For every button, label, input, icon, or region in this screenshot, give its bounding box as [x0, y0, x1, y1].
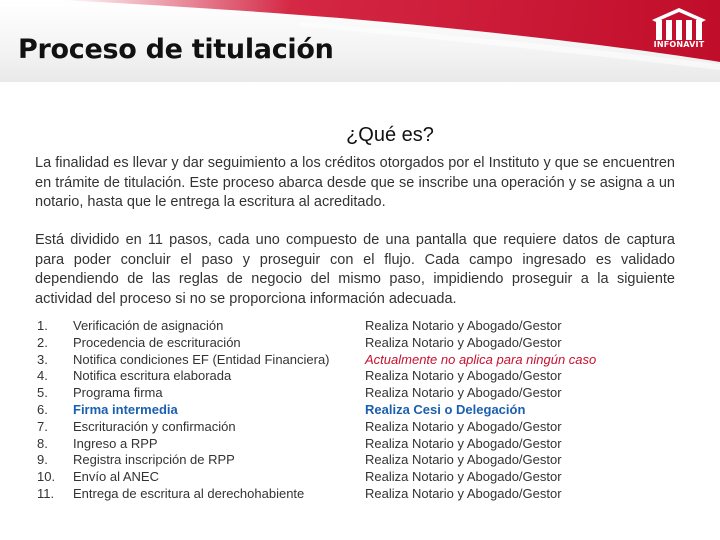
step-actor: Realiza Notario y Abogado/Gestor: [365, 368, 562, 384]
list-item: [37, 352, 677, 369]
step-name: Entrega de escritura al derechohabiente: [73, 485, 305, 501]
step-number: 7.: [37, 418, 48, 434]
section-subtitle: ¿Qué es?: [346, 124, 434, 146]
step-name: Registra inscripción de RPP: [73, 452, 235, 468]
step-number: 3.: [37, 351, 48, 367]
step-name: Notifica escritura elaborada: [73, 368, 232, 384]
step-actor: Realiza Notario y Abogado/Gestor: [365, 485, 562, 501]
step-actor: Realiza Notario y Abogado/Gestor: [365, 435, 562, 451]
list-item: [37, 486, 677, 503]
steps-paragraph: Está dividido en 11 pasos, cada uno compuesto de una pantalla que requiere datos de captura para poder concluir el paso y proseguir con el flujo. Cada campo ingresado es validado dependiendo de las reglas de negocio del mismo paso, impidiendo proseguir a la siguiente actividad del proceso si no se proporciona información adecuada.: [35, 232, 675, 307]
step-name: Procedencia de escrituración: [73, 334, 241, 350]
step-number: 5.: [37, 385, 48, 401]
step-number: 6.: [37, 401, 48, 417]
list-item: [37, 452, 677, 469]
step-actor: Realiza Notario y Abogado/Gestor: [365, 318, 562, 333]
list-item: [37, 335, 677, 352]
step-number: 2.: [37, 334, 48, 350]
step-name: Escrituración y confirmación: [73, 418, 236, 434]
step-number: 11.: [37, 485, 55, 501]
step-actor: Realiza Cesi o Delegación: [365, 401, 526, 417]
step-number: 10.: [37, 469, 56, 485]
list-item: [37, 318, 677, 335]
list-item: [37, 402, 677, 419]
list-item: [37, 436, 677, 453]
step-name: Firma intermedia: [73, 401, 178, 417]
step-number: 4.: [37, 368, 48, 384]
step-actor: Realiza Notario y Abogado/Gestor: [365, 418, 562, 434]
step-actor: Realiza Notario y Abogado/Gestor: [365, 469, 562, 485]
step-actor: Realiza Notario y Abogado/Gestor: [365, 334, 562, 350]
steps-list: [37, 318, 677, 503]
step-name: Verificación de asignación: [73, 318, 224, 333]
step-name: Ingreso a RPP: [73, 435, 158, 451]
step-actor: Realiza Notario y Abogado/Gestor: [365, 385, 562, 401]
list-item: [37, 368, 677, 385]
description-paragraph: La finalidad es llevar y dar seguimiento a los créditos otorgados por el Instituto y que se encuentren en trámite de titulación. Este proceso abarca desde que se inscribe una operación y se asigna a un notario, hasta que le entrega la escritura al acreditado.: [35, 155, 675, 210]
list-item: [37, 419, 677, 436]
step-number: 9.: [37, 452, 48, 468]
step-number: 8.: [37, 435, 48, 451]
step-actor: Realiza Notario y Abogado/Gestor: [365, 452, 562, 468]
logo-text: INFONAVIT: [653, 40, 705, 49]
step-name: Envío al ANEC: [73, 469, 159, 485]
list-item: [37, 469, 677, 486]
list-item: [37, 385, 677, 402]
step-name: Programa firma: [73, 385, 163, 401]
page-title: Proceso de titulación: [18, 34, 334, 65]
step-actor: Actualmente no aplica para ningún caso: [365, 351, 597, 367]
step-name: Notifica condiciones EF (Entidad Financiera): [73, 351, 330, 367]
step-number: 1.: [37, 318, 48, 333]
